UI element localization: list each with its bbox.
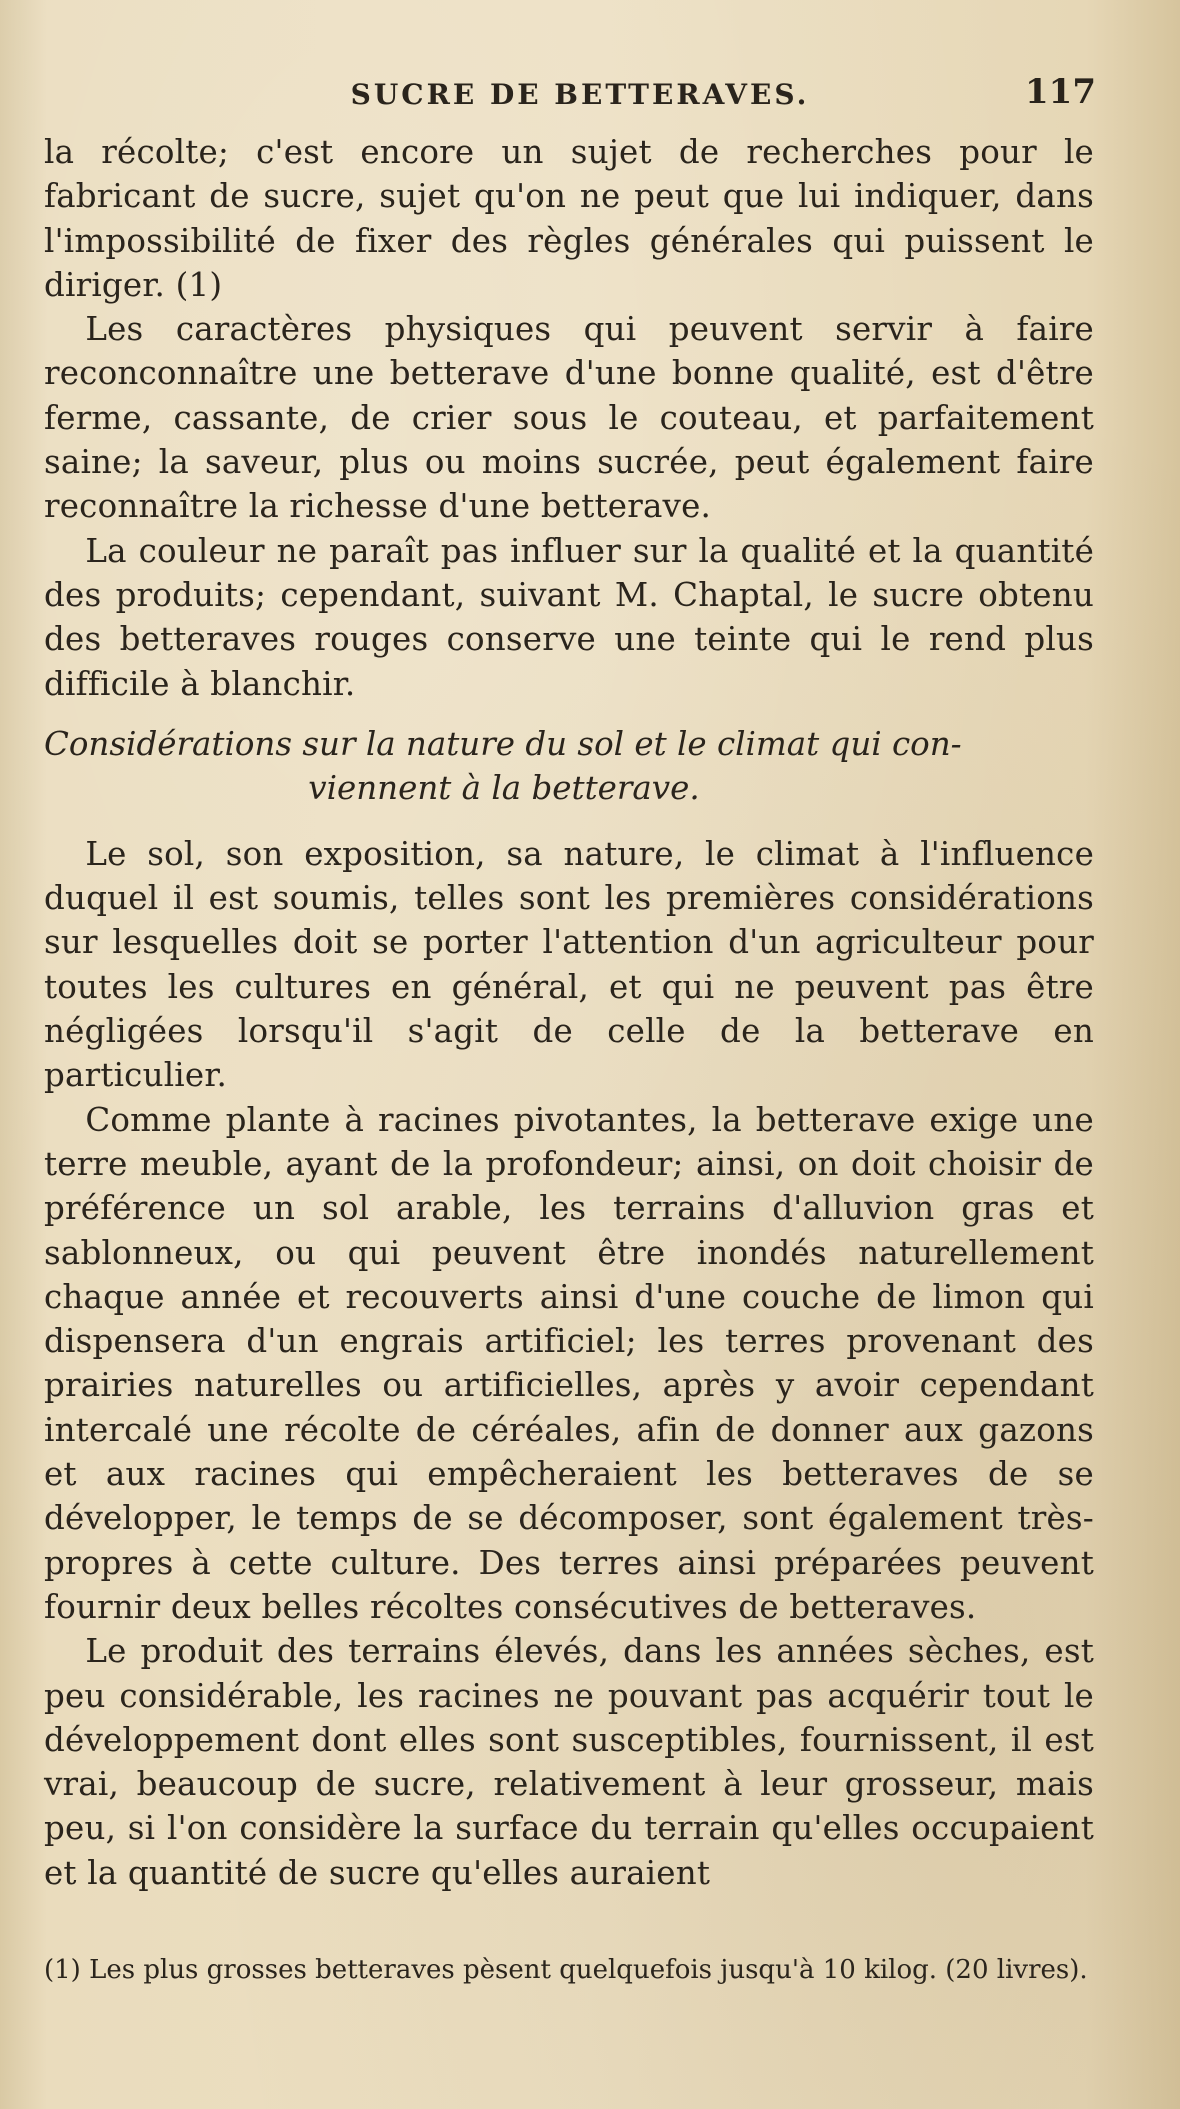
paragraph-soil: Le sol, son exposition, sa nature, le climat à l'influence duquel il est soumis, telles sont les premières considérations sur lesquelles doit se porter l'attention d'un agriculteur pour toutes les cultures en général, et qui ne peuvent pas être négligées lorsqu'il s'agit de celle de la betterave en particulier.	[44, 834, 1094, 1095]
running-head: SUCRE DE BETTERAVES.	[350, 78, 810, 111]
footnote: (1) Les plus grosses betteraves pèsent quelquefois jusqu'à 10 kilog. (20 livres).	[44, 1955, 1088, 1985]
paragraph-high-ground: Le produit des terrains élevés, dans les années sèches, est peu considérable, les racines ne pouvant pas acquérir tout le développement dont elles sont susceptibles, fournissent, il est vrai, beaucoup de sucre, relativement à leur grosseur, mais peu, si l'on considère la surface du terrain qu'elles occupaient et la quantité de sucre qu'elles auraient	[44, 1632, 1094, 1892]
paragraph-continuation: la récolte; c'est encore un sujet de recherches pour le fabricant de sucre, sujet qu'on ne peut que lui indiquer, dans l'impossibilité de fixer des règles générales qui puissent le diriger. (1)	[44, 133, 1094, 304]
section-title	[44, 722, 1094, 810]
section-title-line1: Considérations sur la nature du sol et le climat qui con-	[44, 724, 962, 763]
section-title-line2: viennent à la betterave.	[308, 768, 700, 807]
paragraph-physical-characters: Les caractères physiques qui peuvent servir à faire reconconnaître une betterave d'une bonne qualité, est d'être ferme, cassante, de crier sous le couteau, et parfaitement saine; la saveur, plus ou moins sucrée, peut également faire reconnaître la richesse d'une betterave.	[44, 310, 1094, 526]
paragraph-colour: La couleur ne paraît pas influer sur la qualité et la quantité des produits; cependant, suivant M. Chaptal, le sucre obtenu des betteraves rouges conserve une teinte qui le rend plus difficile à blanchir.	[44, 531, 1094, 703]
body-text	[44, 130, 1094, 1895]
page-number: 117	[1025, 72, 1096, 112]
page-header	[40, 72, 1120, 116]
paragraph-taproot: Comme plante à racines pivotantes, la betterave exige une terre meuble, ayant de la profondeur; ainsi, on doit choisir de préférence un sol arable, les terrains d'alluvion gras et sablonneux, ou qui peuvent être inondés naturellement chaque année et recouverts ainsi d'une couche de limon qui dispensera d'un engrais artificiel; les terres provenant des prairies naturelles ou artificielles, après y avoir cependant intercalé une récolte de céréales, afin de donner aux gazons et aux racines qui empêcheraient les betteraves de se développer, le temps de se décomposer, sont également très-propres à cette culture. Des terres ainsi préparées peuvent fournir deux belles récoltes consécutives de betteraves.	[44, 1100, 1094, 1626]
